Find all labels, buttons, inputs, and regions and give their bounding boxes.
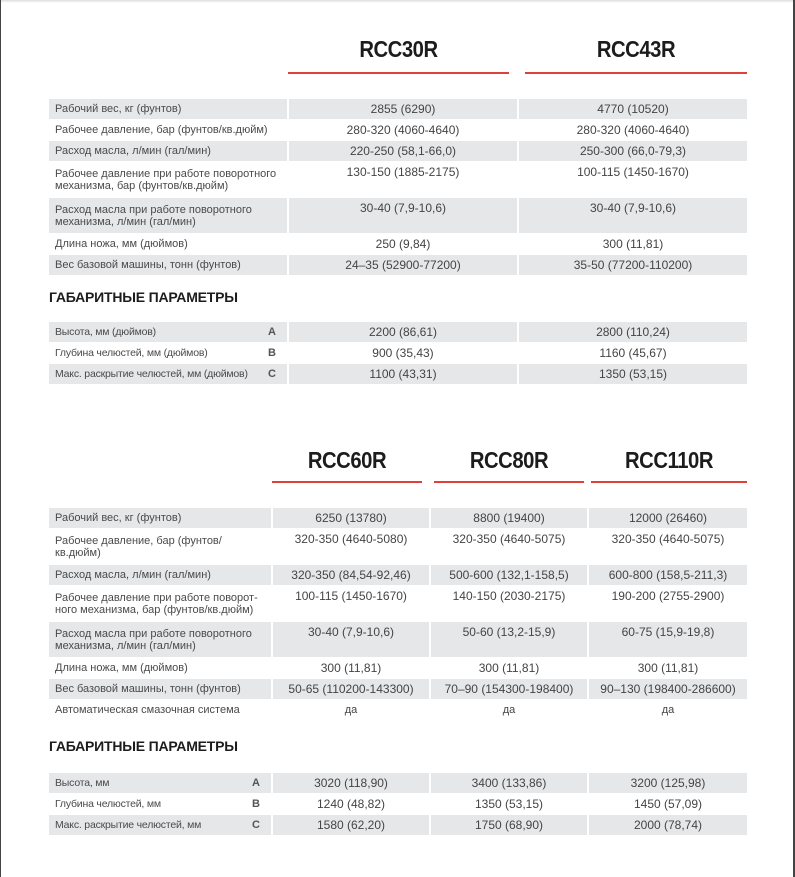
table-row bbox=[49, 679, 747, 700]
spec-value: 100-115 (1450-1670) bbox=[517, 162, 747, 198]
model-header-rcc60r: RCC60R bbox=[307, 447, 387, 473]
spec-value: 250-300 (66,0-79,3) bbox=[517, 141, 747, 162]
table-row bbox=[49, 529, 747, 565]
table-row bbox=[49, 658, 747, 679]
dim-value: 900 (35,43) bbox=[287, 343, 517, 364]
model-underline bbox=[434, 481, 584, 483]
table-row bbox=[49, 141, 747, 162]
spec-table-2 bbox=[49, 508, 747, 721]
model-underline bbox=[525, 72, 747, 74]
spec-label: Вес базовой машины, тонн (фунтов) bbox=[49, 255, 287, 276]
dim-letter: A bbox=[241, 773, 271, 794]
dim-value: 1350 (53,15) bbox=[429, 794, 587, 815]
spec-label: Рабочий вес, кг (фунтов) bbox=[49, 508, 271, 529]
spec-value: 60-75 (15,9-19,8) bbox=[587, 622, 747, 658]
spec-label: Вес базовой машины, тонн (фунтов) bbox=[49, 679, 271, 700]
table-row bbox=[49, 255, 747, 276]
table-row bbox=[49, 322, 747, 343]
spec-value: 320-350 (4640-5080) bbox=[271, 529, 429, 565]
spec-value: да bbox=[429, 700, 587, 721]
spec-value: 90–130 (198400-286600) bbox=[587, 679, 747, 700]
spec-value: 50-65 (110200-143300) bbox=[271, 679, 429, 700]
dim-value: 1750 (68,90) bbox=[429, 815, 587, 836]
spec-value: 50-60 (13,2-15,9) bbox=[429, 622, 587, 658]
spec-value: 130-150 (1885-2175) bbox=[287, 162, 517, 198]
dim-label: Глубина челюстей, мм bbox=[49, 794, 241, 815]
spec-value: 100-115 (1450-1670) bbox=[271, 586, 429, 622]
spec-label: Расход масла при работе поворотного механизма, л/мин (гал/мин) bbox=[49, 198, 287, 234]
dim-label: Макс. раскрытие челюстей, мм (дюймов) bbox=[49, 364, 257, 385]
table-row bbox=[49, 700, 747, 721]
spec-label: Рабочий вес, кг (фунтов) bbox=[49, 99, 287, 120]
spec-value: 70–90 (154300-198400) bbox=[429, 679, 587, 700]
spec-value: 6250 (13780) bbox=[271, 508, 429, 529]
table-row bbox=[49, 565, 747, 586]
spec-label: Рабочее давление при работе поворотного механизма, бар (фунтов/кв.дюйм) bbox=[49, 162, 287, 198]
dimensions-table-2 bbox=[49, 773, 747, 836]
spec-label: Расход масла, л/мин (гал/мин) bbox=[49, 565, 271, 586]
spec-value: 24–35 (52900-77200) bbox=[287, 255, 517, 276]
dim-value: 1240 (48,82) bbox=[271, 794, 429, 815]
spec-value: 220-250 (58,1-66,0) bbox=[287, 141, 517, 162]
model-underline bbox=[272, 481, 422, 483]
dim-letter: A bbox=[257, 322, 287, 343]
spec-value: 190-200 (2755-2900) bbox=[587, 586, 747, 622]
spec-value: 300 (11,81) bbox=[429, 658, 587, 679]
spec-label: Расход масла, л/мин (гал/мин) bbox=[49, 141, 287, 162]
spec-value: 280-320 (4060-4640) bbox=[517, 120, 747, 141]
spec-value: 30-40 (7,9-10,6) bbox=[517, 198, 747, 234]
spec-value: 30-40 (7,9-10,6) bbox=[287, 198, 517, 234]
table-row bbox=[49, 198, 747, 234]
dim-letter: B bbox=[257, 343, 287, 364]
dim-label: Глубина челюстей, мм (дюймов) bbox=[49, 343, 257, 364]
spec-value: 600-800 (158,5-211,3) bbox=[587, 565, 747, 586]
table-row bbox=[49, 343, 747, 364]
spec-value: да bbox=[587, 700, 747, 721]
dim-label: Макс. раскрытие челюстей, мм bbox=[49, 815, 241, 836]
dim-value: 2000 (78,74) bbox=[587, 815, 747, 836]
spec-value: 300 (11,81) bbox=[271, 658, 429, 679]
table-row bbox=[49, 622, 747, 658]
dim-value: 2800 (110,24) bbox=[517, 322, 747, 343]
dim-letter: C bbox=[241, 815, 271, 836]
spec-value: 320-350 (4640-5075) bbox=[429, 529, 587, 565]
spec-value: 250 (9,84) bbox=[287, 234, 517, 255]
dim-value: 3400 (133,86) bbox=[429, 773, 587, 794]
table-row bbox=[49, 99, 747, 120]
spec-value: 300 (11,81) bbox=[587, 658, 747, 679]
spec-value: 8800 (19400) bbox=[429, 508, 587, 529]
spec-value: да bbox=[271, 700, 429, 721]
spec-value: 320-350 (84,54-92,46) bbox=[271, 565, 429, 586]
spec-label: Длина ножа, мм (дюймов) bbox=[49, 234, 287, 255]
spec-label: Расход масла при работе поворотного механизма, л/мин (гал/мин) bbox=[49, 622, 271, 658]
model-header-rcc110r: RCC110R bbox=[624, 447, 714, 473]
table-row bbox=[49, 815, 747, 836]
model-header-rcc43r: RCC43R bbox=[596, 36, 676, 62]
model-header-rcc30r: RCC30R bbox=[359, 36, 438, 62]
model-underline bbox=[591, 481, 747, 483]
dim-value: 3020 (118,90) bbox=[271, 773, 429, 794]
spec-value: 280-320 (4060-4640) bbox=[287, 120, 517, 141]
dim-value: 1580 (62,20) bbox=[271, 815, 429, 836]
spec-label: Автоматическая смазочная система bbox=[49, 700, 271, 721]
spec-label: Рабочее давление, бар (фунтов/кв.дюйм) bbox=[49, 120, 287, 141]
dim-label: Высота, мм (дюймов) bbox=[49, 322, 257, 343]
table-row bbox=[49, 364, 747, 385]
top-shadow bbox=[1, 0, 793, 3]
spec-table-1 bbox=[49, 99, 747, 276]
spec-label: Рабочее давление, бар (фунтов/ кв.дюйм) bbox=[49, 529, 271, 565]
dim-letter: B bbox=[241, 794, 271, 815]
spec-value: 500-600 (132,1-158,5) bbox=[429, 565, 587, 586]
dimensions-table-1 bbox=[49, 322, 747, 385]
table-row bbox=[49, 120, 747, 141]
dim-value: 1450 (57,09) bbox=[587, 794, 747, 815]
dim-value: 1350 (53,15) bbox=[517, 364, 747, 385]
spec-label: Рабочее давление при работе поворот-ного механизма, бар (фунтов/кв.дюйм) bbox=[49, 586, 271, 622]
table-row bbox=[49, 773, 747, 794]
spec-value: 30-40 (7,9-10,6) bbox=[271, 622, 429, 658]
dim-letter: C bbox=[257, 364, 287, 385]
table-row bbox=[49, 794, 747, 815]
spec-value: 140-150 (2030-2175) bbox=[429, 586, 587, 622]
spec-value: 2855 (6290) bbox=[287, 99, 517, 120]
spec-label: Длина ножа, мм (дюймов) bbox=[49, 658, 271, 679]
table-row bbox=[49, 586, 747, 622]
dim-label: Высота, мм bbox=[49, 773, 241, 794]
dim-value: 1100 (43,31) bbox=[287, 364, 517, 385]
spec-value: 300 (11,81) bbox=[517, 234, 747, 255]
dimensions-title: ГАБАРИТНЫЕ ПАРАМЕТРЫ bbox=[49, 289, 238, 305]
table-row bbox=[49, 508, 747, 529]
dimensions-title: ГАБАРИТНЫЕ ПАРАМЕТРЫ bbox=[49, 738, 238, 754]
dim-value: 2200 (86,61) bbox=[287, 322, 517, 343]
table-row bbox=[49, 162, 747, 198]
spec-value: 12000 (26460) bbox=[587, 508, 747, 529]
model-underline bbox=[288, 72, 509, 74]
spec-value: 320-350 (4640-5075) bbox=[587, 529, 747, 565]
dim-value: 3200 (125,98) bbox=[587, 773, 747, 794]
table-row bbox=[49, 234, 747, 255]
spec-value: 35-50 (77200-110200) bbox=[517, 255, 747, 276]
spec-value: 4770 (10520) bbox=[517, 99, 747, 120]
model-header-rcc80r: RCC80R bbox=[469, 447, 549, 473]
dim-value: 1160 (45,67) bbox=[517, 343, 747, 364]
